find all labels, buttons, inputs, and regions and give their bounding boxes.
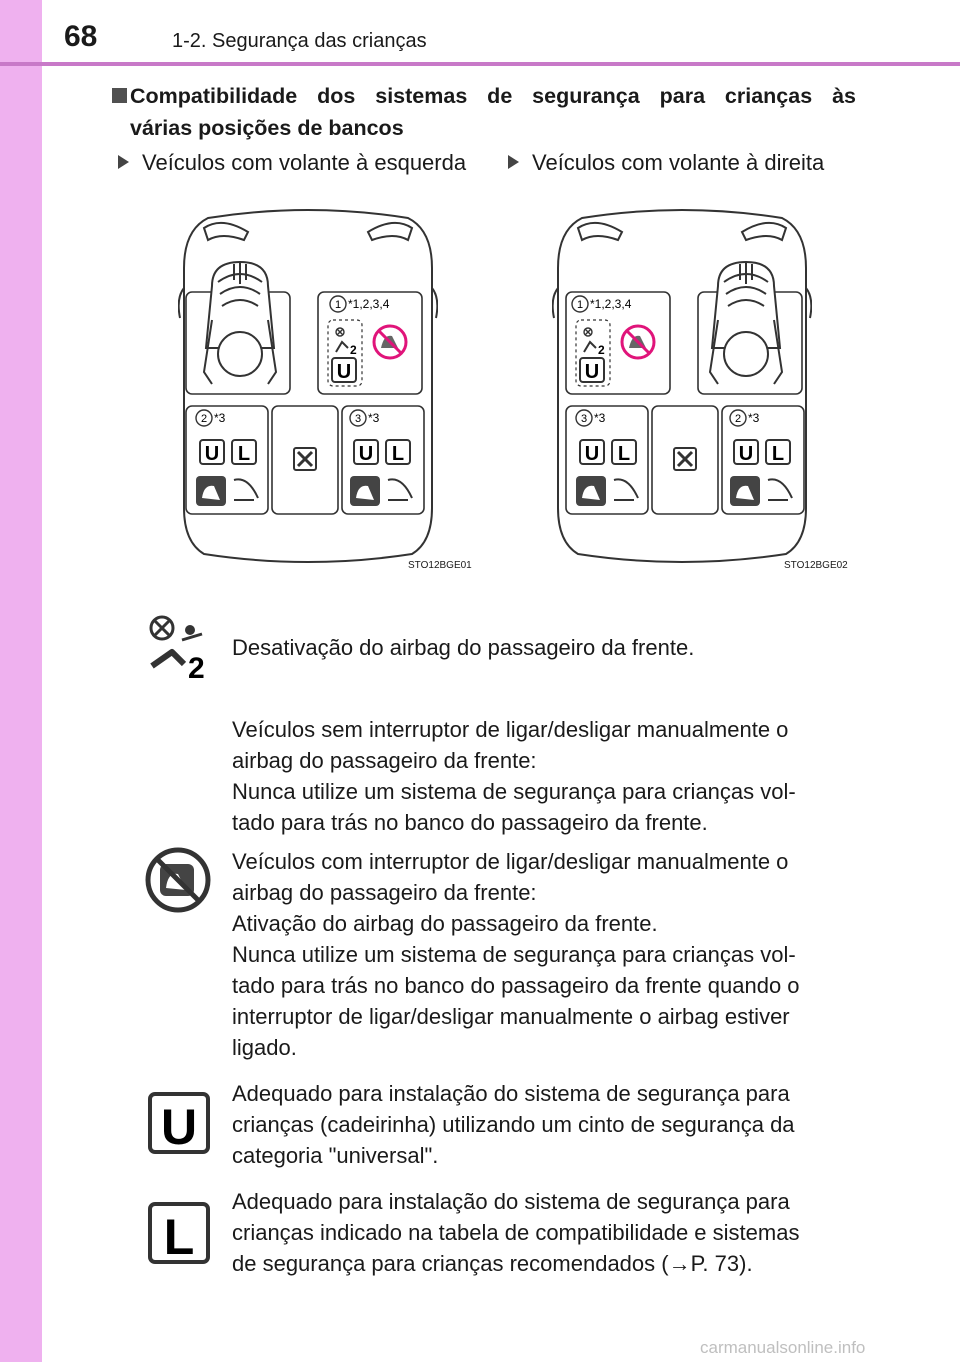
svg-text:U: U xyxy=(584,361,600,383)
rear-middle-not-suitable-icon xyxy=(294,448,316,470)
universal-u-icon xyxy=(148,1092,210,1154)
header-rule xyxy=(0,62,960,66)
side-band xyxy=(0,0,42,1362)
watermark: carmanualsonline.info xyxy=(700,1338,866,1357)
rear-middle-not-suitable-icon xyxy=(674,448,696,470)
svg-text:L: L xyxy=(391,443,405,465)
svg-text:3: 3 xyxy=(354,413,362,425)
no-rear-facing-small-icon xyxy=(622,326,654,358)
listed-description: Adequado para instalação do sistema de segurança para crianças indicado na tabela de compatibilidade e sistemas de segurança para crianças recomendados (→P. 73). xyxy=(232,1189,800,1276)
airbag-off-icon xyxy=(144,612,216,684)
triangle-bullet-icon xyxy=(508,155,519,169)
svg-text:2: 2 xyxy=(598,343,605,357)
svg-text:*3: *3 xyxy=(368,411,380,425)
svg-text:2: 2 xyxy=(200,413,208,425)
triangle-bullet-icon xyxy=(118,155,129,169)
svg-text:U: U xyxy=(160,1099,198,1154)
car-diagram-right-hand-drive xyxy=(552,208,812,570)
section-title xyxy=(112,80,856,144)
svg-text:*3: *3 xyxy=(594,411,606,425)
with-switch-description: Veículos com interruptor de ligar/desligar manualmente o airbag do passageiro da frente: Ativação do airbag do passageiro da frente. Nunca utilize um sistema de segurança para crianças vol- tado para trás no banco do passageiro da frente quando o interruptor de ligar/desligar manualmente o airbag estiver ligado. xyxy=(232,849,800,1060)
svg-text:2: 2 xyxy=(734,413,742,425)
seat-number-1: 1 xyxy=(334,299,342,311)
svg-text:L: L xyxy=(237,443,251,465)
u-mark-front: U xyxy=(336,361,352,383)
rear-left-seat-icons xyxy=(196,410,258,506)
square-bullet-icon xyxy=(112,88,127,103)
svg-text:U: U xyxy=(204,443,220,465)
svg-text:3: 3 xyxy=(580,413,588,425)
airbag-off-small-icon xyxy=(336,328,357,357)
subhead-right-hand-drive: Veículos com volante à direita xyxy=(508,150,824,176)
diagram-code-left: STO12BGE01 xyxy=(408,560,472,571)
svg-text:U: U xyxy=(584,443,600,465)
svg-text:2: 2 xyxy=(350,343,357,357)
airbag-off-small-icon xyxy=(584,328,605,357)
page-number: 68 xyxy=(64,20,98,53)
svg-text:*3: *3 xyxy=(214,411,226,425)
driver-figure xyxy=(204,262,276,384)
diagram-code-right: STO12BGE02 xyxy=(784,560,848,571)
front-passenger-note: *1,2,3,4 xyxy=(348,297,390,311)
universal-description: Adequado para instalação do sistema de segurança para crianças (cadeirinha) utilizando um cinto de segurança da categoria "universal". xyxy=(232,1081,795,1168)
no-rear-facing-seat-icon xyxy=(144,846,212,914)
driver-figure xyxy=(710,262,782,384)
svg-text:*3: *3 xyxy=(748,411,760,425)
section-title-line-2: várias posições de bancos xyxy=(130,116,404,140)
front-passenger-seat-icons xyxy=(572,296,654,386)
svg-text:1: 1 xyxy=(576,299,584,311)
rear-right-seat-icons xyxy=(730,410,792,506)
airbag-off-description: Desativação do airbag do passageiro da frente. xyxy=(232,635,695,660)
rear-left-seat-icons xyxy=(576,410,638,506)
chapter-title: 1-2. Segurança das crianças xyxy=(172,30,427,52)
svg-text:2: 2 xyxy=(188,652,205,684)
front-passenger-seat-icons xyxy=(328,296,406,386)
svg-text:L: L xyxy=(617,443,631,465)
svg-text:L: L xyxy=(163,1209,195,1264)
svg-text:U: U xyxy=(358,443,374,465)
no-rear-facing-small-icon xyxy=(374,326,406,358)
svg-text:L: L xyxy=(771,443,785,465)
section-title-line-1: Compatibilidade dos sistemas de segurança para crianças às xyxy=(130,84,856,108)
rear-right-seat-icons xyxy=(350,410,412,506)
svg-text:U: U xyxy=(738,443,754,465)
subhead-left-hand-drive: Veículos com volante à esquerda xyxy=(118,150,466,176)
svg-text:*1,2,3,4: *1,2,3,4 xyxy=(590,297,632,311)
no-switch-description: Veículos sem interruptor de ligar/desligar manualmente o airbag do passageiro da frente: Nunca utilize um sistema de segurança para crianças vol- tado para trás no banco do passageiro da frente. xyxy=(232,717,796,835)
listed-l-icon xyxy=(148,1202,210,1264)
car-diagram-left-hand-drive xyxy=(178,208,438,570)
